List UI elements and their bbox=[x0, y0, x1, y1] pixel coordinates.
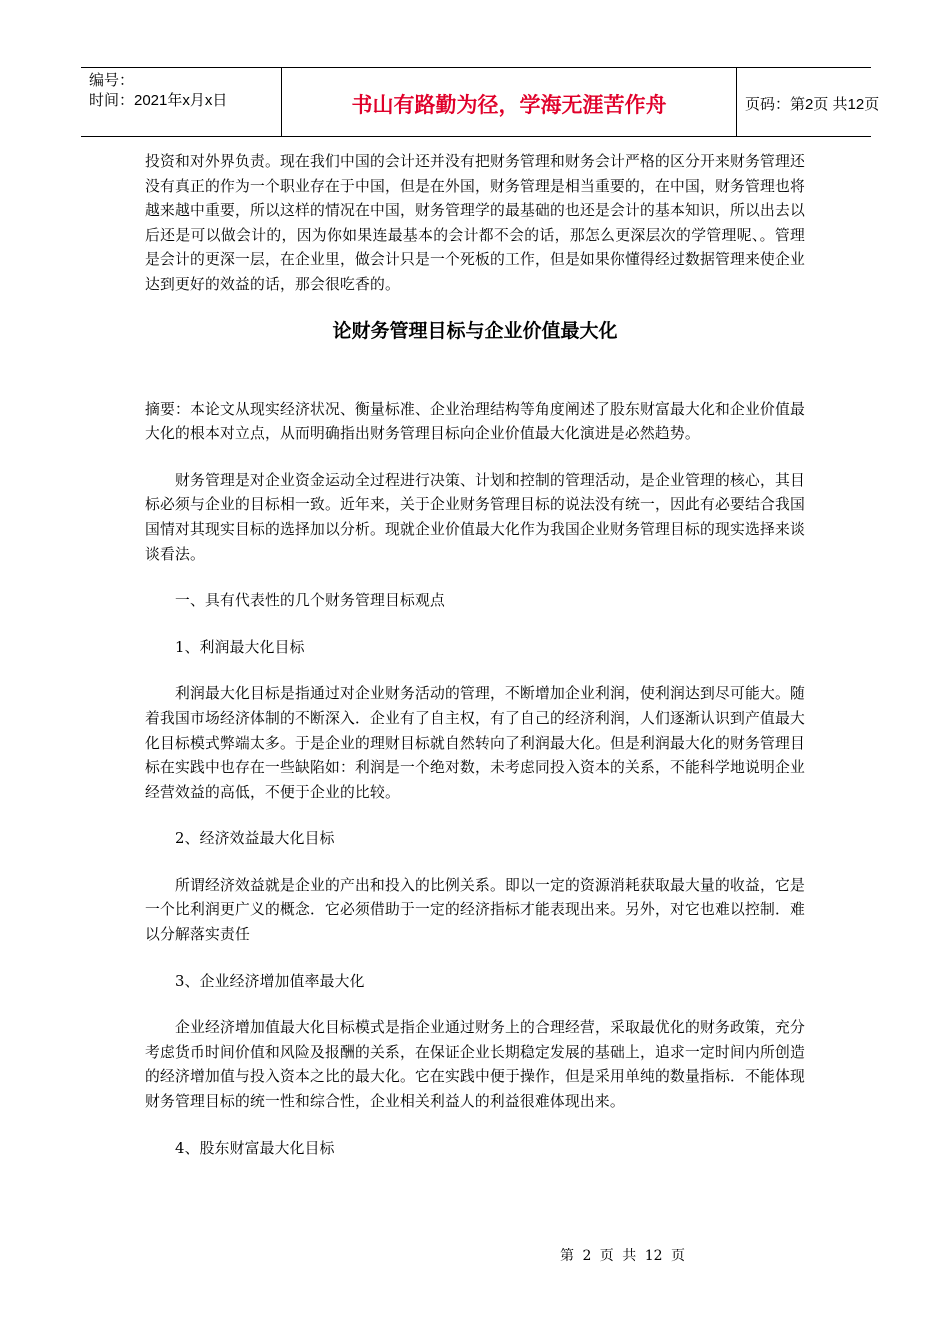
header-motto-cell bbox=[281, 68, 737, 136]
subheading-3-paragraph: 企业经济增加值最大化目标模式是指企业通过财务上的合理经营，采取最优化的财务政策，充分考虑货币时间价值和风险及报酬的关系，在保证企业长期稳定发展的基础上，追求一定时间内所创造的经济增加值与投入资本之比的最大化。它在实践中便于操作，但是采用单纯的数量指标．不能体现财务管理目标的统一性和综合性，企业相关利益人的利益很难体现出来。 bbox=[145, 1019, 805, 1111]
document-time-label: 时间：2021年x月x日 bbox=[89, 92, 228, 109]
page-footer-number: 第 2 页 共 12 页 bbox=[560, 1248, 685, 1264]
subheading-1-paragraph: 利润最大化目标是指通过对企业财务活动的管理，不断增加企业利润，使利润达到尽可能大。随着我国市场经济体制的不断深入．企业有了自主权，有了自己的经济利润，人们逐渐认识到产值最大化目标模式弊端太多。于是企业的理财目标就自然转向了利润最大化。但是利润最大化的财务管理目标在实践中也存在一些缺陷如：利润是一个绝对数，未考虑同投入资本的关系，不能科学地说明企业经营效益的高低，不便于企业的比较。 bbox=[145, 685, 805, 801]
document-code-label: 编号： bbox=[89, 72, 135, 89]
header-left-cell bbox=[81, 68, 281, 136]
header-motto: 书山有路勤为径，学海无涯苦作舟 bbox=[351, 93, 667, 117]
subheading-1: 1、利润最大化目标 bbox=[175, 638, 305, 656]
abstract-paragraph: 摘要：本论文从现实经济状况、衡量标准、企业治理结构等角度阐述了股东财富最大化和企业价值最大化的根本对立点，从而明确指出财务管理目标向企业价值最大化演进是必然趋势。 bbox=[145, 400, 805, 443]
subheading-4: 4、股东财富最大化目标 bbox=[175, 1139, 335, 1157]
header-right-cell bbox=[737, 68, 880, 136]
page-header bbox=[81, 67, 880, 137]
section-heading-1: 一、具有代表性的几个财务管理目标观点 bbox=[175, 592, 445, 610]
body-paragraph-1: 财务管理是对企业资金运动全过程进行决策、计划和控制的管理活动，是企业管理的核心，其目标必须与企业的目标相一致。近年来，关于企业财务管理目标的说法没有统一，因此有必要结合我国国情对其现实目标的选择加以分析。现就企业价值最大化作为我国企业财务管理目标的现实选择来谈谈看法。 bbox=[145, 471, 805, 563]
subheading-2: 2、经济效益最大化目标 bbox=[175, 830, 335, 848]
subheading-2-paragraph: 所谓经济效益就是企业的产出和投入的比例关系。即以一定的资源消耗获取最大量的收益，它是一个比利润更广义的概念．它必须借助于一定的经济指标才能表现出来。另外，对它也难以控制．难以分解落实责任 bbox=[145, 876, 805, 944]
article-title: 论财务管理目标与企业价值最大化 bbox=[332, 319, 618, 342]
intro-paragraph: 投资和对外界负责。现在我们中国的会计还并没有把财务管理和财务会计严格的区分开来财务管理还没有真正的作为一个职业存在于中国，但是在外国，财务管理是相当重要的，在中国，财务管理也将越来越中重要，所以这样的情况在中国，财务管理学的最基础的也还是会计的基本知识，所以出去以后还是可以做会计的，因为你如果连最基本的会计都不会的话，那怎么更深层次的学管理呢、。管理是会计的更深一层，在企业里，做会计只是一个死板的工作，但是如果你懂得经过数据管理来使企业达到更好的效益的话，那会很吃香的。 bbox=[145, 153, 805, 293]
header-page-label: 页码：第2页 共12页 bbox=[745, 96, 880, 113]
subheading-3: 3、企业经济增加值率最大化 bbox=[175, 972, 365, 990]
document-body bbox=[145, 150, 805, 1161]
